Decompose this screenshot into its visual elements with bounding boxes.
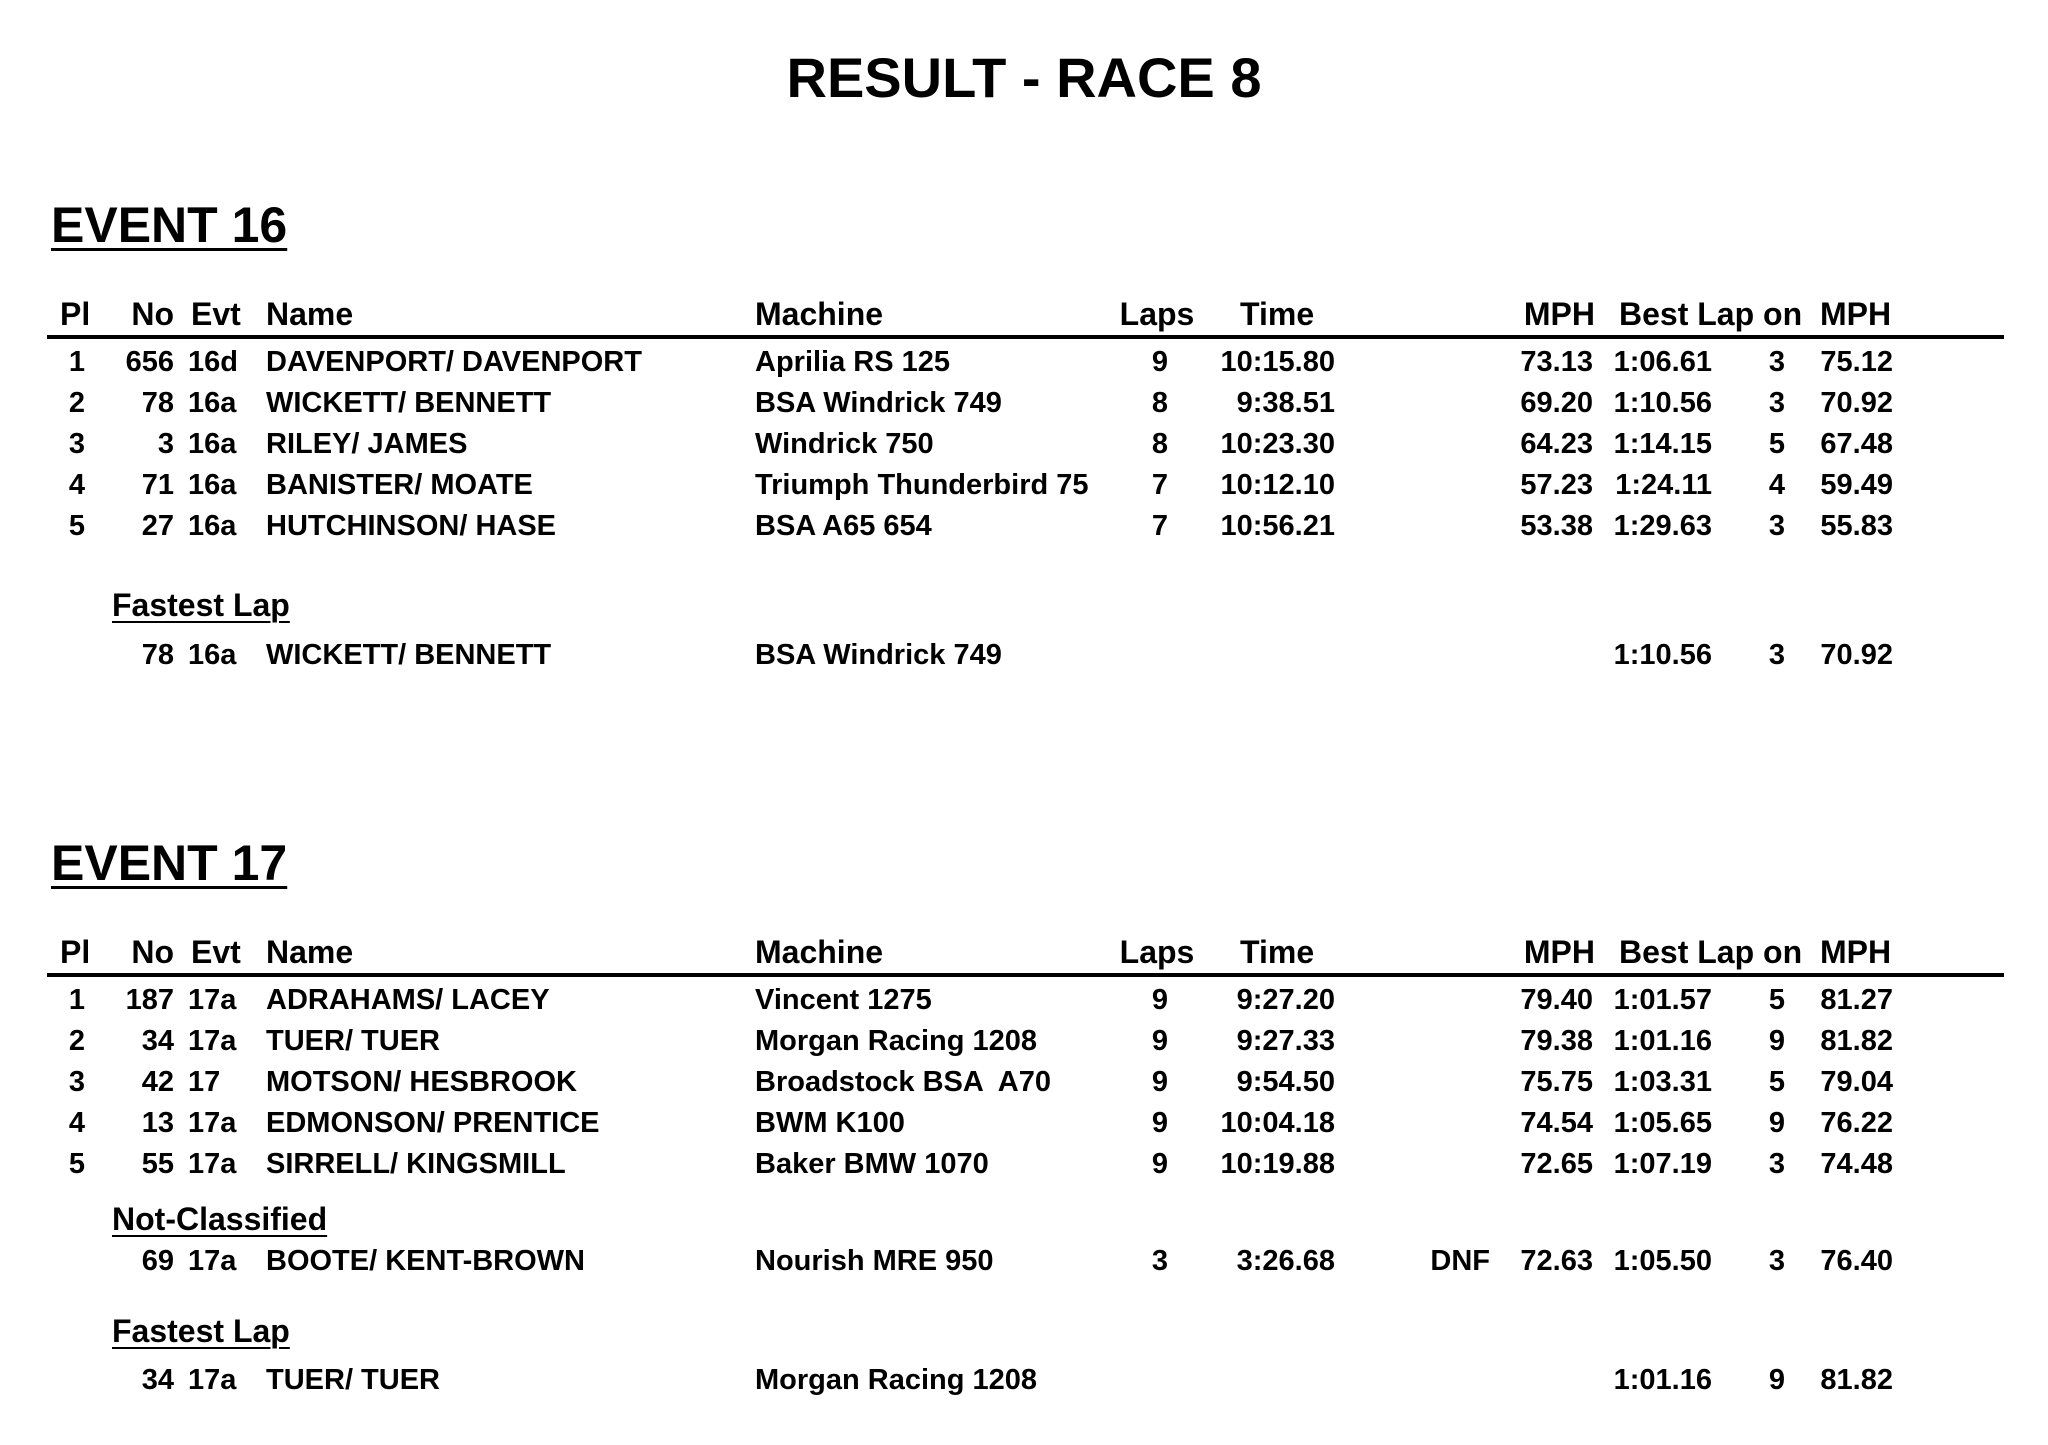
cell-laps: 9 [1151,984,1169,1016]
cell-best-lap: 1:10.56 [1613,387,1712,419]
cell-machine: Baker BMW 1070 [755,1148,989,1180]
cell-no: 34 [141,1364,174,1396]
cell-best-lap: 1:07.19 [1613,1148,1712,1180]
cell-best-lap: 1:05.50 [1613,1245,1712,1277]
cell-machine: Nourish MRE 950 [755,1245,994,1277]
cell-lap-on: 3 [1768,1148,1785,1180]
cell-best-lap: 1:01.16 [1613,1364,1712,1396]
header-name: Name [266,296,354,332]
cell-time: 10:12.10 [1220,469,1335,501]
cell-best-mph: 59.49 [1820,469,1893,501]
cell-time: 9:27.20 [1236,984,1335,1016]
cell-machine: Vincent 1275 [755,984,932,1016]
cell-best-mph: 76.22 [1820,1107,1893,1139]
cell-best-lap: 1:03.31 [1613,1066,1712,1098]
cell-evt: 16a [188,469,237,501]
event-17-fastest-lap-label: Fastest Lap [112,1313,290,1349]
cell-evt: 16a [188,387,237,419]
cell-name: EDMONSON/ PRENTICE [266,1107,600,1139]
cell-name: BANISTER/ MOATE [266,469,533,501]
cell-best-mph: 70.92 [1820,387,1893,419]
cell-name: MOTSON/ HESBROOK [266,1066,577,1098]
cell-machine: Windrick 750 [755,428,934,460]
table-row [0,342,2048,382]
cell-name: SIRRELL/ KINGSMILL [266,1148,566,1180]
cell-mph: 64.23 [1520,428,1593,460]
cell-lap-on: 3 [1768,1245,1785,1277]
event-17-header-row [0,930,2048,974]
cell-pl: 1 [68,346,86,378]
cell-pl: 2 [68,387,86,419]
cell-mph: 53.38 [1520,510,1593,542]
cell-pl: 2 [68,1025,86,1057]
cell-laps: 3 [1151,1245,1169,1277]
cell-mph: 57.23 [1520,469,1593,501]
cell-best-mph: 75.12 [1820,346,1893,378]
cell-mph: 73.13 [1520,346,1593,378]
cell-mph: 79.40 [1520,984,1593,1016]
event-16-header-rule [47,335,2004,339]
cell-best-lap: 1:10.56 [1613,639,1712,671]
header-time: Time [1240,296,1315,332]
cell-best-mph: 74.48 [1820,1148,1893,1180]
cell-time: 9:27.33 [1236,1025,1335,1057]
header-time: Time [1240,934,1315,970]
cell-best-lap: 1:14.15 [1613,428,1712,460]
header-laps: Laps [1119,934,1195,970]
cell-evt: 16a [188,428,237,460]
cell-lap-on: 3 [1768,639,1785,671]
header-best-lap-on: Best Lap on [1619,934,1803,970]
cell-mph: 69.20 [1520,387,1593,419]
cell-best-lap: 1:24.11 [1615,469,1712,501]
cell-no: 34 [141,1025,174,1057]
cell-lap-on: 4 [1768,469,1785,501]
cell-machine: Morgan Racing 1208 [755,1025,1038,1057]
cell-pl: 1 [68,984,86,1016]
cell-lap-on: 3 [1768,510,1785,542]
cell-no: 187 [125,984,174,1016]
header-no: No [131,296,174,332]
header-mph: MPH [1523,934,1595,970]
cell-evt: 17 [188,1066,221,1098]
cell-no: 656 [125,346,174,378]
header-laps: Laps [1119,296,1195,332]
cell-lap-on: 3 [1768,346,1785,378]
cell-mph: 72.65 [1520,1148,1593,1180]
header-evt: Evt [191,296,241,332]
cell-lap-on: 9 [1768,1107,1785,1139]
cell-name: TUER/ TUER [266,1364,440,1396]
cell-time: 10:04.18 [1220,1107,1335,1139]
cell-mph: 79.38 [1520,1025,1593,1057]
header-no: No [131,934,174,970]
cell-mph: 72.63 [1520,1245,1593,1277]
cell-evt: 17a [188,1025,237,1057]
event-16-header-row [0,292,2048,336]
cell-laps: 9 [1151,1148,1169,1180]
table-row [0,980,2048,1020]
cell-machine: Aprilia RS 125 [755,346,951,378]
cell-name: WICKETT/ BENNETT [266,387,552,419]
cell-best-lap: 1:05.65 [1613,1107,1712,1139]
cell-machine: Triumph Thunderbird 75 [755,469,1089,501]
cell-machine: BWM K100 [755,1107,905,1139]
cell-no: 71 [141,469,174,501]
cell-laps: 8 [1151,428,1169,460]
table-row [0,1021,2048,1061]
cell-laps: 9 [1151,1025,1169,1057]
cell-lap-on: 5 [1768,428,1785,460]
cell-name: DAVENPORT/ DAVENPORT [266,346,642,378]
cell-laps: 9 [1151,1107,1169,1139]
cell-evt: 17a [188,1245,237,1277]
cell-no: 13 [141,1107,174,1139]
fastest-lap-row [0,635,2048,675]
header-best-mph: MPH [1820,296,1892,332]
cell-best-lap: 1:06.61 [1613,346,1712,378]
cell-best-mph: 55.83 [1820,510,1893,542]
cell-machine: BSA A65 654 [755,510,932,542]
cell-mph: 74.54 [1520,1107,1593,1139]
page-title: RESULT - RACE 8 [786,46,1262,109]
cell-best-mph: 81.82 [1820,1364,1893,1396]
cell-mph: 75.75 [1520,1066,1593,1098]
cell-time: 10:15.80 [1220,346,1335,378]
cell-name: TUER/ TUER [266,1025,440,1057]
cell-name: RILEY/ JAMES [266,428,468,460]
cell-machine: Morgan Racing 1208 [755,1364,1038,1396]
header-machine: Machine [755,296,884,332]
cell-lap-on: 9 [1768,1364,1785,1396]
header-best-mph: MPH [1820,934,1892,970]
cell-name: WICKETT/ BENNETT [266,639,552,671]
cell-time: 10:23.30 [1220,428,1335,460]
cell-lap-on: 3 [1768,387,1785,419]
cell-no: 69 [141,1245,174,1277]
cell-pl: 3 [68,428,86,460]
cell-name: HUTCHINSON/ HASE [266,510,557,542]
cell-evt: 17a [188,1364,237,1396]
event-17-not-classified-label: Not-Classified [112,1201,328,1237]
cell-evt: 17a [188,984,237,1016]
cell-machine: BSA Windrick 749 [755,387,1002,419]
cell-no: 78 [141,639,174,671]
cell-best-mph: 76.40 [1820,1245,1893,1277]
cell-evt: 16d [188,346,238,378]
cell-laps: 9 [1151,1066,1169,1098]
cell-best-lap: 1:01.16 [1613,1025,1712,1057]
cell-machine: Broadstock BSA A70 [755,1066,1051,1098]
event-16-fastest-lap-label: Fastest Lap [112,587,290,623]
cell-no: 27 [141,510,174,542]
cell-no: 55 [141,1148,174,1180]
cell-laps: 9 [1151,346,1169,378]
event-17-title: EVENT 17 [51,835,288,891]
header-best-lap-on: Best Lap on [1619,296,1803,332]
table-row [0,1062,2048,1102]
header-machine: Machine [755,934,884,970]
cell-pl: 4 [68,1107,86,1139]
table-row [0,1144,2048,1184]
cell-lap-on: 5 [1768,984,1785,1016]
table-row [0,465,2048,505]
cell-best-mph: 81.82 [1820,1025,1893,1057]
cell-pl: 3 [68,1066,86,1098]
cell-best-mph: 79.04 [1820,1066,1893,1098]
cell-lap-on: 5 [1768,1066,1785,1098]
table-row [0,383,2048,423]
cell-time: 3:26.68 [1236,1245,1335,1277]
cell-no: 78 [141,387,174,419]
cell-best-lap: 1:01.57 [1613,984,1712,1016]
cell-name: BOOTE/ KENT-BROWN [266,1245,585,1277]
cell-status: DNF [1430,1245,1490,1277]
cell-lap-on: 9 [1768,1025,1785,1057]
header-pl: Pl [60,296,91,332]
cell-machine: BSA Windrick 749 [755,639,1002,671]
cell-time: 10:56.21 [1220,510,1335,542]
cell-pl: 4 [68,469,86,501]
cell-best-lap: 1:29.63 [1613,510,1712,542]
header-pl: Pl [60,934,91,970]
cell-laps: 7 [1151,510,1169,542]
table-row [0,424,2048,464]
cell-time: 9:38.51 [1236,387,1335,419]
cell-no: 3 [157,428,174,460]
cell-evt: 16a [188,510,237,542]
header-name: Name [266,934,354,970]
cell-time: 9:54.50 [1236,1066,1335,1098]
table-row [0,1103,2048,1143]
cell-evt: 17a [188,1148,237,1180]
cell-evt: 17a [188,1107,237,1139]
fastest-lap-row [0,1360,2048,1400]
cell-pl: 5 [68,510,86,542]
header-mph: MPH [1523,296,1595,332]
cell-evt: 16a [188,639,237,671]
cell-best-mph: 70.92 [1820,639,1893,671]
cell-laps: 8 [1151,387,1169,419]
not-classified-row [0,1241,2048,1281]
cell-best-mph: 81.27 [1820,984,1893,1016]
cell-no: 42 [141,1066,174,1098]
cell-laps: 7 [1151,469,1169,501]
header-evt: Evt [191,934,241,970]
cell-time: 10:19.88 [1220,1148,1335,1180]
event-16-title: EVENT 16 [51,197,288,253]
cell-best-mph: 67.48 [1820,428,1893,460]
cell-name: ADRAHAMS/ LACEY [266,984,550,1016]
event-17-header-rule [47,973,2004,977]
table-row [0,506,2048,546]
cell-pl: 5 [68,1148,86,1180]
